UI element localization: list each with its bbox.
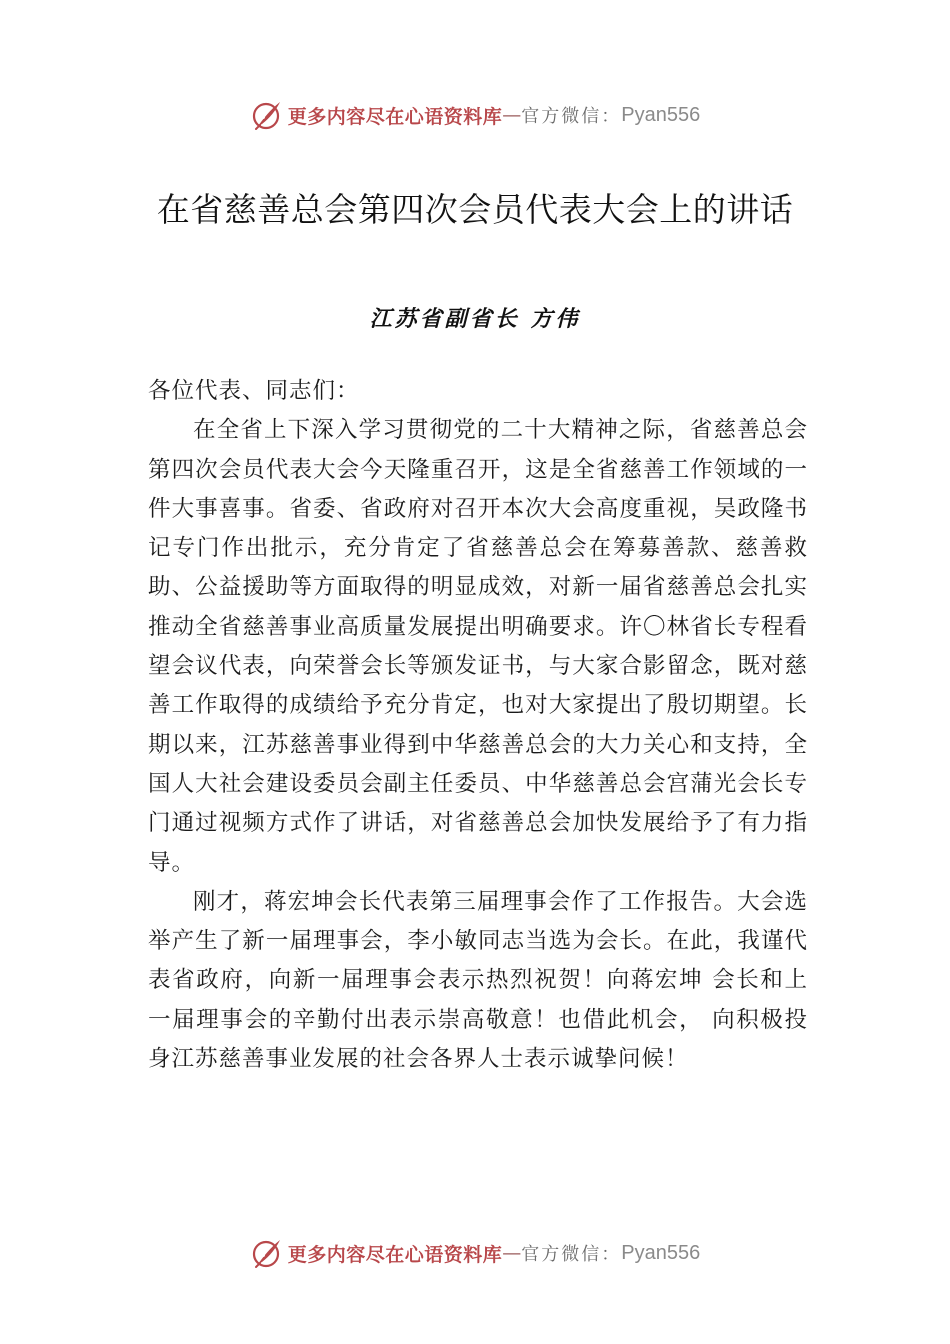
document-title: 在省慈善总会第四次会员代表大会上的讲话 (156, 190, 794, 229)
quill-pen-circle-icon (250, 98, 284, 132)
banner-wechat-id: Pyan556 (621, 1241, 701, 1264)
banner-wechat-label: 官方微信： (521, 1244, 622, 1265)
banner-text: 更多内容尽在心语资料库 (287, 1243, 503, 1266)
banner-separator: — (502, 1242, 522, 1264)
header-banner (0, 95, 950, 135)
paragraph: 在全省上下深入学习贯彻党的二十大精神之际，省慈善总会第四次会员代表大会今天隆重召开，这是全省慈善工作领域的一件大事喜事。省委、省政府对召开本次大会高度重视，吴政隆书记专门作出批示，充分肯定了省慈善总会在筹募善款、慈善救助、公益援助等方面取得的明显成效，对新一届省慈善总会扎实推动全省慈善事业高质量发展提出明确要求。许〇林省长专程看望会议代表，向荣誉会长等颁发证书，与大家合影留念，既对慈善工作取得的成绩给予充分肯定，也对大家提出了殷切期望。长期以来，江苏慈善事业得到中华慈善总会的大力关心和支持，全国人大社会建设委员会副主任委员、中华慈善总会宫蒲光会长专门通过视频方式作了讲话，对省慈善总会加快发展给予了有力指导。 (148, 417, 808, 876)
banner-wechat-id: Pyan556 (621, 103, 701, 126)
banner-separator: — (502, 104, 522, 126)
banner-wechat-label: 官方微信： (521, 106, 622, 127)
banner-text: 更多内容尽在心语资料库 (287, 105, 503, 128)
footer-banner (0, 1233, 950, 1273)
salutation: 各位代表、同志们： (148, 378, 360, 404)
document-body (148, 372, 808, 1079)
document-author: 江苏省副省长 方伟 (369, 306, 581, 332)
paragraph: 刚才，蒋宏坤会长代表第三届理事会作了工作报告。大会选举产生了新一届理事会，李小敏同志当选为会长。在此，我谨代表省政府，向新一届理事会表示热烈祝贺！向蒋宏坤 会长和上一届理事会的辛勤付出表示崇高敬意！也借此机会， 向积极投身江苏慈善事业发展的社会各界人士表示诚挚问候！ (148, 888, 808, 1073)
quill-pen-circle-icon (250, 1236, 284, 1270)
